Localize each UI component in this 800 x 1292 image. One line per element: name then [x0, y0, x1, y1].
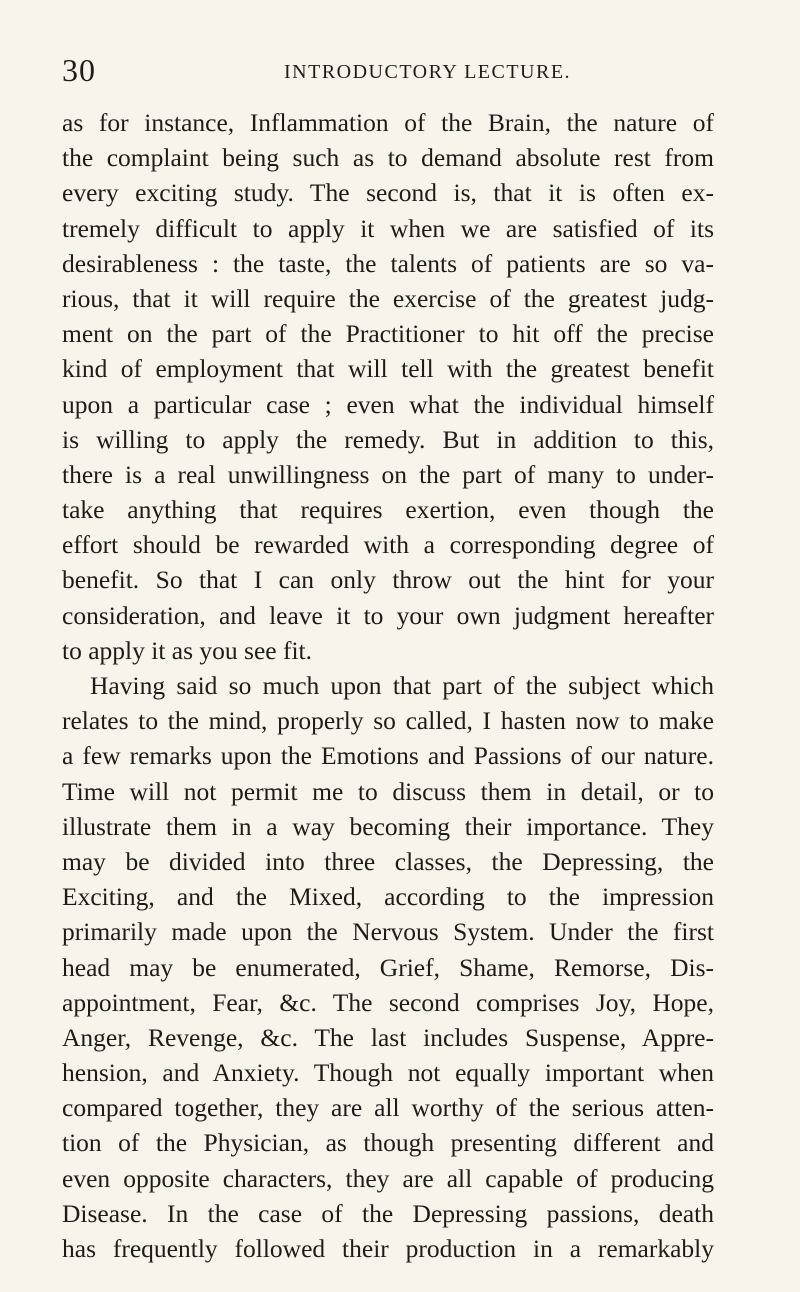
text-line: desirableness : the taste, the talents of patients are so va-	[62, 248, 714, 278]
text-line: a few remarks upon the Emotions and Passions of our nature.	[62, 741, 714, 771]
text-line: ment on the part of the Practitioner to hit off the precise	[62, 319, 714, 349]
text-line: hension, and Anxiety. Though not equally important when	[62, 1058, 714, 1088]
text-line: has frequently followed their production in a remarkably	[62, 1234, 714, 1263]
text-line: tion of the Physician, as though presenting different and	[62, 1128, 714, 1158]
text-line: is willing to apply the remedy. But in addition to this,	[62, 424, 714, 454]
text-line: compared together, they are all worthy of the serious atten-	[62, 1093, 714, 1123]
text-line: as for instance, Inflammation of the Brain, the nature of	[62, 108, 714, 137]
running-title: INTRODUCTORY LECTURE.	[284, 61, 572, 83]
body-text	[62, 105, 714, 1266]
text-line: primarily made upon the Nervous System. Under the first	[62, 917, 714, 947]
text-line: Disease. In the case of the Depressing passions, death	[62, 1198, 714, 1228]
text-line: Exciting, and the Mixed, according to the impression	[62, 882, 714, 912]
text-line: Anger, Revenge, &c. The last includes Suspense, Appre-	[62, 1022, 714, 1052]
text-line: upon a particular case ; even what the individual himself	[62, 389, 714, 419]
page-number: 30	[62, 52, 96, 88]
text-line: tremely difficult to apply it when we are satisfied of its	[62, 213, 714, 243]
text-line: every exciting study. The second is, that it is often ex-	[62, 178, 714, 208]
text-line: appointment, Fear, &c. The second comprises Joy, Hope,	[62, 987, 714, 1017]
text-line: effort should be rewarded with a corresponding degree of	[62, 530, 714, 560]
text-line: kind of employment that will tell with the greatest benefit	[62, 354, 714, 384]
text-line: consideration, and leave it to your own judgment hereafter	[62, 600, 714, 630]
text-line: take anything that requires exertion, even though the	[62, 495, 714, 525]
paragraph-first-line: Having said so much upon that part of the subject which	[90, 671, 714, 700]
text-line: illustrate them in a way becoming their importance. They	[62, 811, 714, 841]
text-line: may be divided into three classes, the Depressing, the	[62, 846, 714, 876]
text-line: rious, that it will require the exercise of the greatest judg-	[62, 283, 714, 313]
paragraph-end-line: to apply it as you see fit.	[62, 635, 312, 665]
text-line: even opposite characters, they are all capable of producing	[62, 1163, 714, 1193]
page-header	[62, 50, 702, 90]
text-line: Time will not permit me to discuss them in detail, or to	[62, 776, 714, 806]
text-line: benefit. So that I can only throw out the hint for your	[62, 565, 714, 595]
text-line: the complaint being such as to demand absolute rest from	[62, 143, 714, 173]
text-line: relates to the mind, properly so called, I hasten now to make	[62, 706, 714, 736]
text-line: head may be enumerated, Grief, Shame, Remorse, Dis-	[62, 952, 714, 982]
text-line: there is a real unwillingness on the part of many to under-	[62, 459, 714, 489]
